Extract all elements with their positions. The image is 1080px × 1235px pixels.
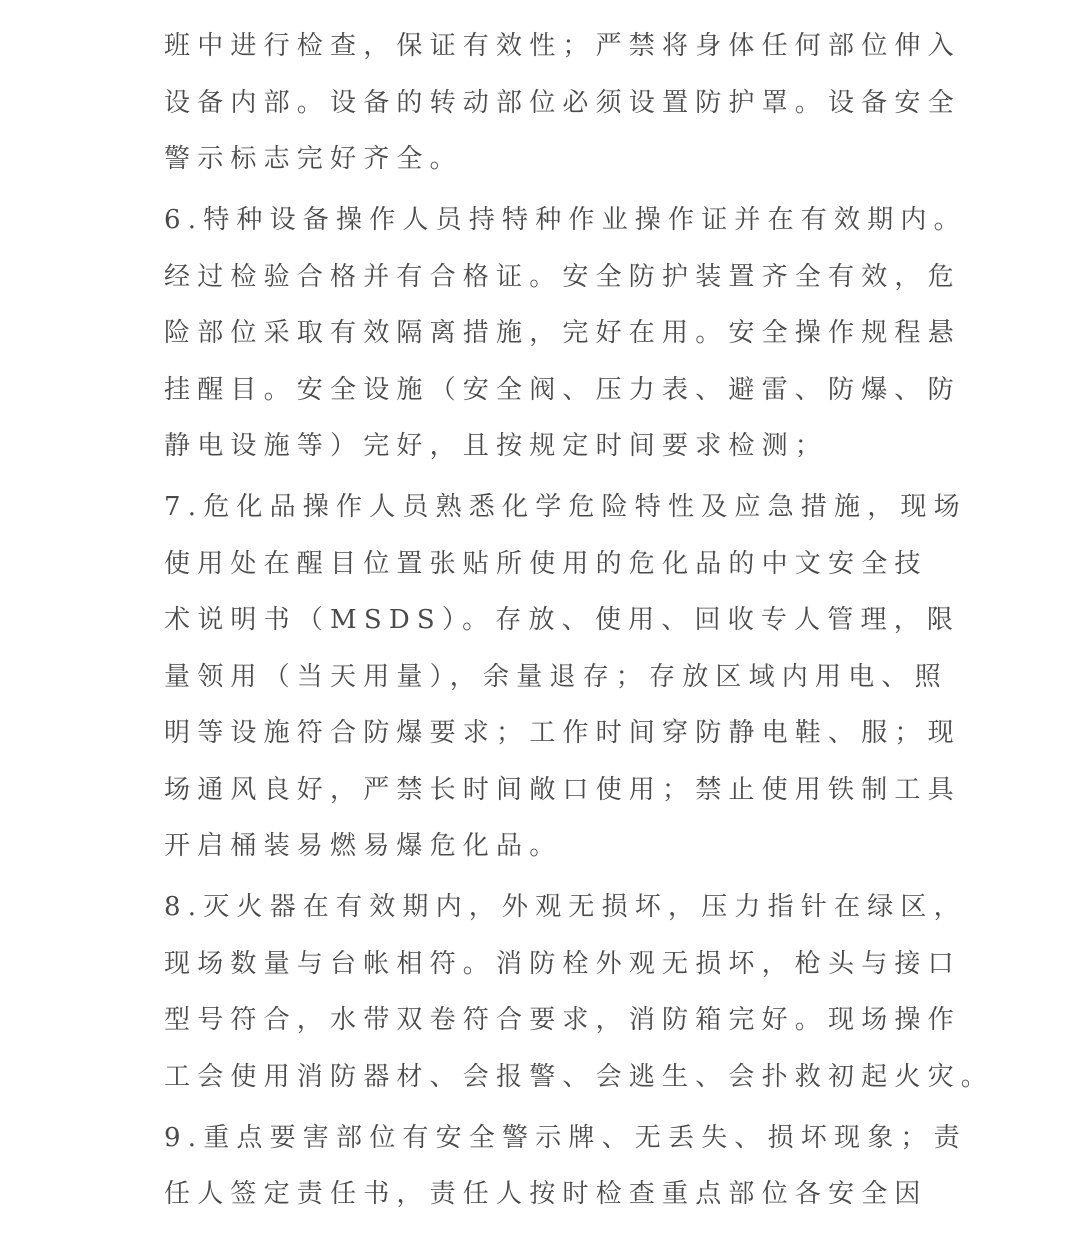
text-line: 险部位采取有效隔离措施，完好在用。安全操作规程悬 [164, 318, 961, 348]
text-line: 术说明书（MSDS）。存放、使用、回收专人管理，限 [164, 605, 961, 635]
document-body [164, 18, 995, 1227]
text-line: 6.特种设备操作人员持特种作业操作证并在有效期内。 [164, 205, 967, 235]
text-line: 经过检验合格并有合格证。安全防护装置齐全有效，危 [164, 261, 961, 292]
text-line: 型号符合，水带双卷符合要求，消防箱完好。现场操作 [164, 1005, 961, 1035]
text-line: 9.重点要害部位有安全警示牌、无丢失、损坏现象；责 [164, 1122, 967, 1153]
paragraph-item-6 [164, 192, 967, 475]
text-line: 量领用（当天用量），余量退存；存放区域内用电、照 [164, 661, 948, 692]
paragraph-item-8 [164, 879, 995, 1105]
text-line: 使用处在醒目位置张贴所使用的危化品的中文安全技 [164, 548, 928, 579]
text-line: 静电设施等）完好，且按规定时间要求检测； [164, 431, 829, 461]
paragraph-item-9 [164, 1110, 967, 1223]
text-line: 场通风良好，严禁长时间敞口使用；禁止使用铁制工具 [164, 774, 961, 805]
text-line: 8.灭火器在有效期内，外观无损坏，压力指针在绿区， [164, 892, 967, 922]
text-line: 明等设施符合防爆要求；工作时间穿防静电鞋、服；现 [164, 718, 961, 748]
text-line: 挂醒目。安全设施（安全阀、压力表、避雷、防爆、防 [164, 374, 961, 405]
text-line: 工会使用消防器材、会报警、会逃生、会扑救初起火灾。 [164, 1061, 995, 1092]
text-line: 现场数量与台帐相符。消防栓外观无损坏，枪头与接口 [164, 948, 961, 979]
text-line: 设备内部。设备的转动部位必须设置防护罩。设备安全 [164, 87, 961, 118]
text-line: 警示标志完好齐全。 [164, 144, 463, 174]
text-line: 任人签定责任书，责任人按时检查重点部位各安全因 [164, 1179, 928, 1209]
paragraph-continued [164, 18, 961, 188]
text-line: 开启桶装易燃易爆危化品。 [164, 831, 563, 861]
text-line: 7.危化品操作人员熟悉化学危险特性及应急措施，现场 [164, 492, 967, 522]
paragraph-item-7 [164, 479, 967, 875]
text-line: 班中进行检查，保证有效性；严禁将身体任何部位伸入 [164, 31, 961, 61]
